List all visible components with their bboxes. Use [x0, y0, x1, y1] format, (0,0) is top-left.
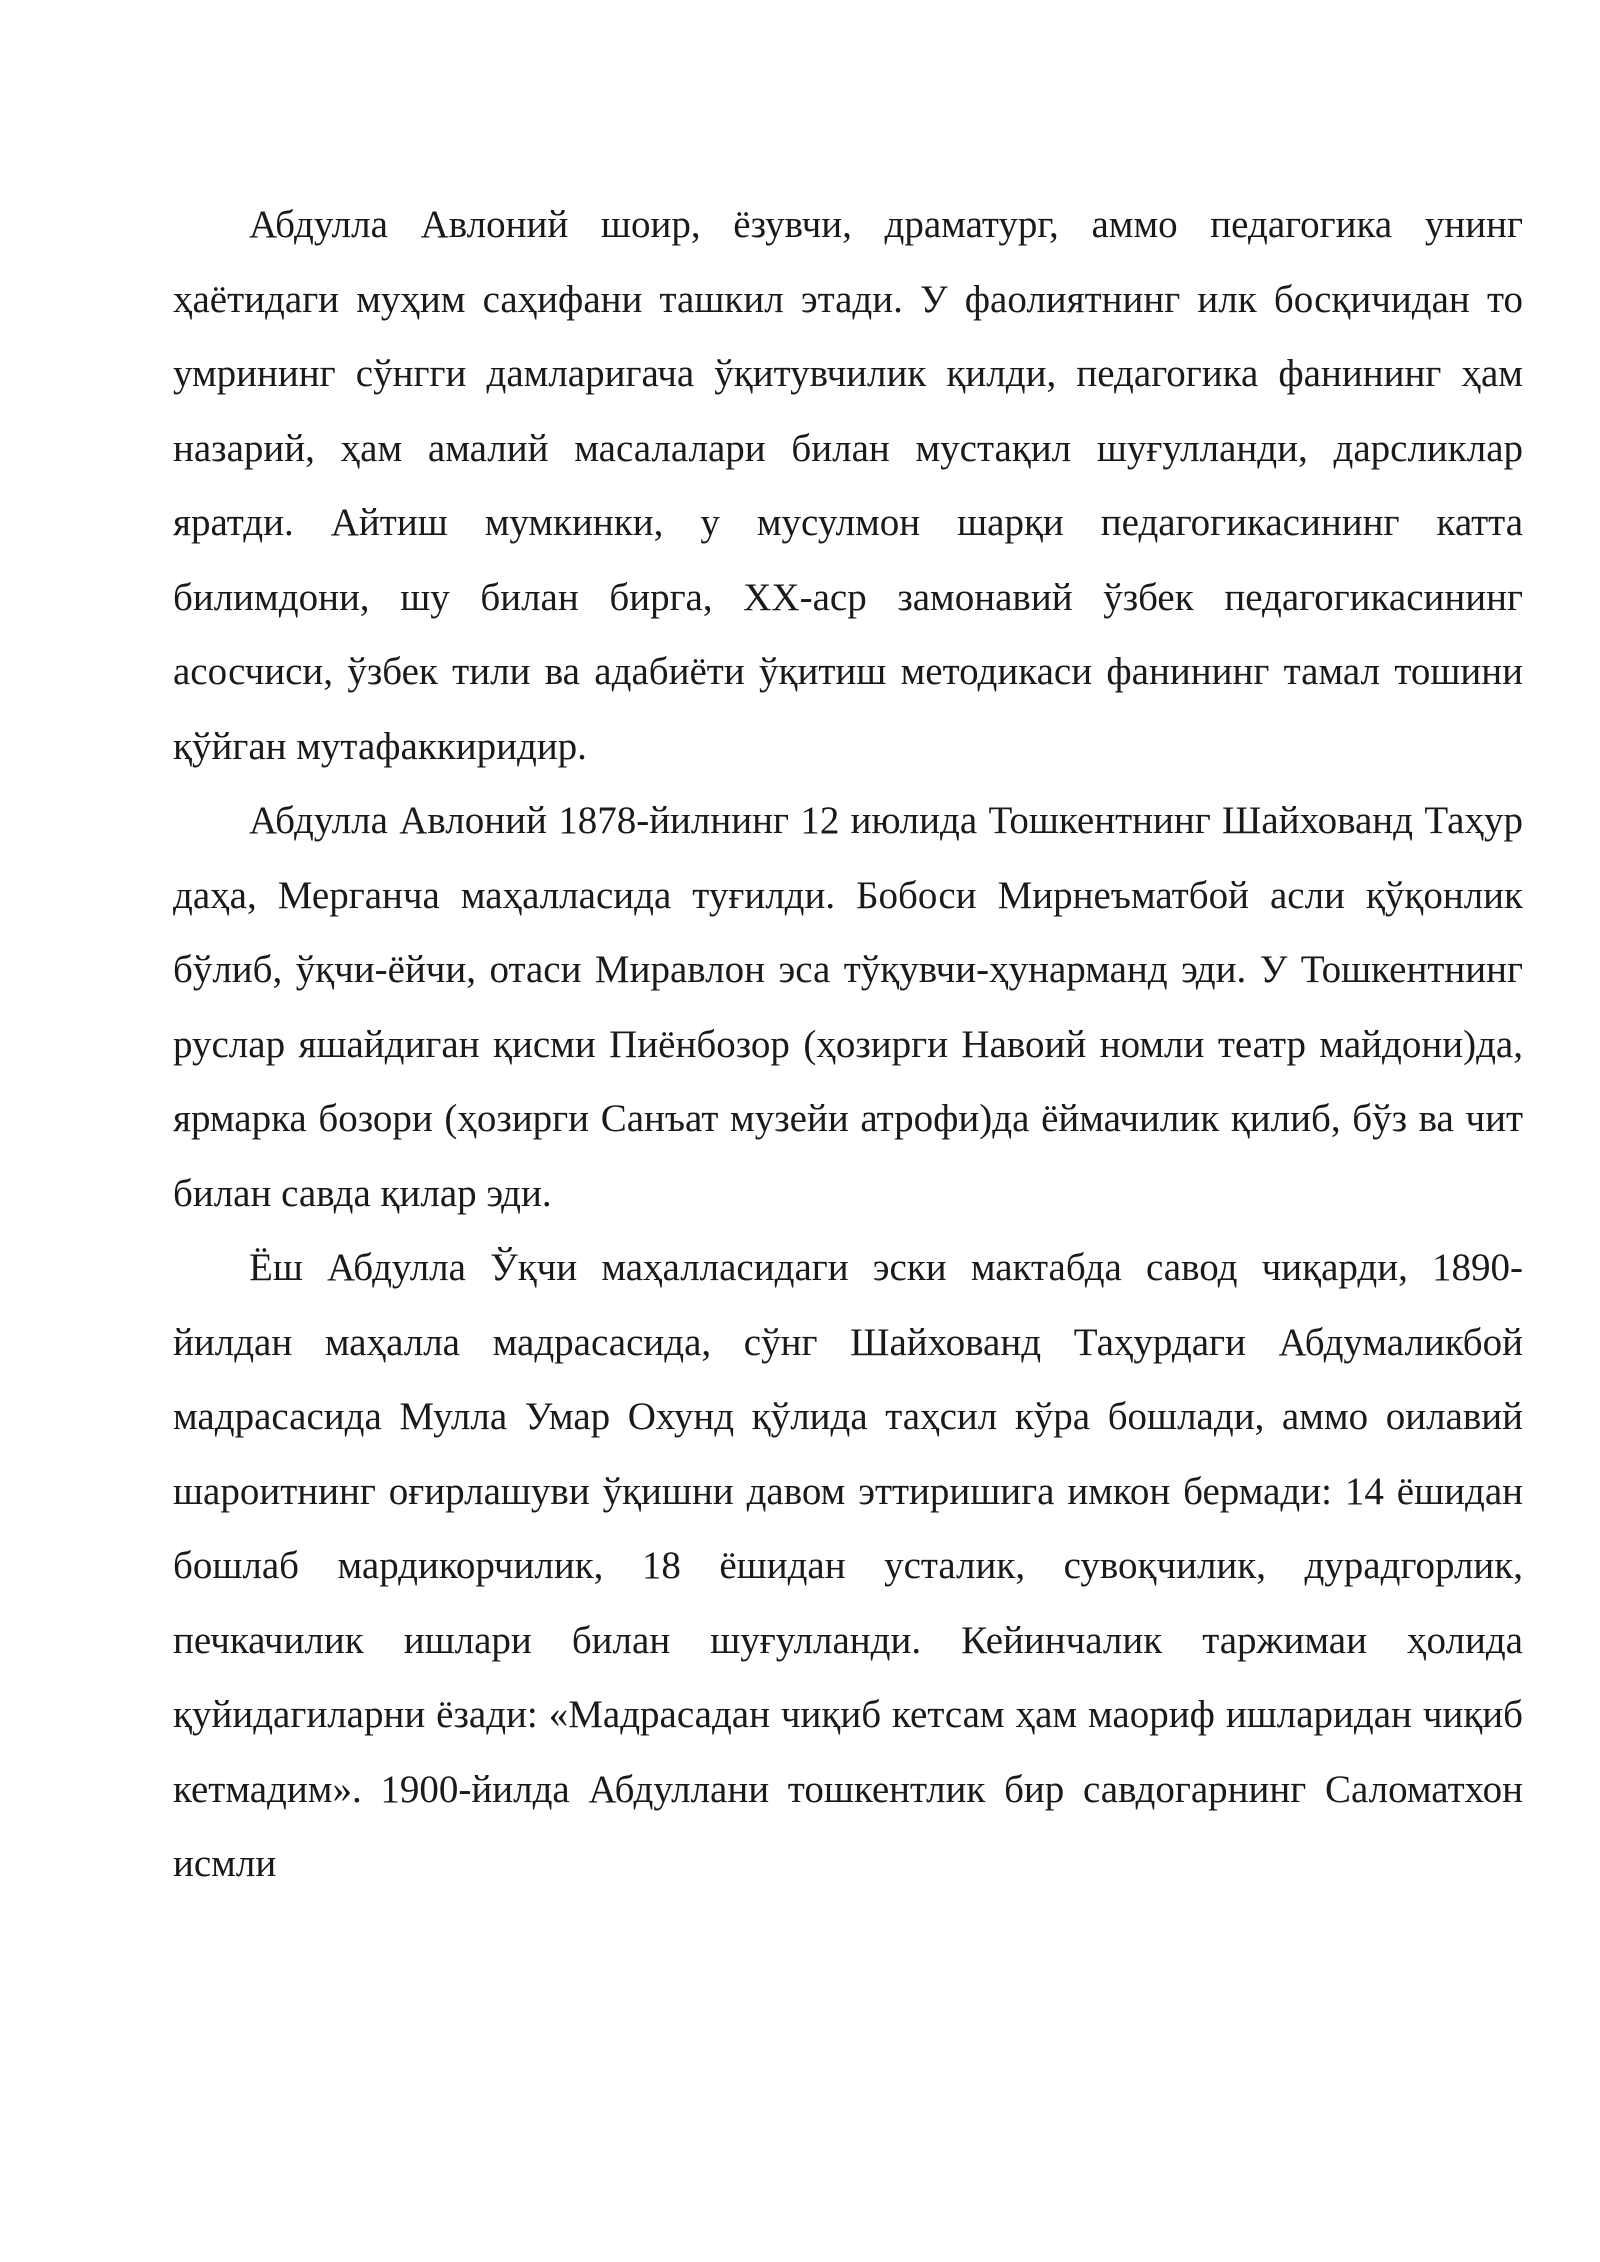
- paragraph-2: Абдулла Авлоний 1878-йилнинг 12 июлида Тошкентнинг Шайхованд Таҳур даҳа, Мерганча маҳалласида туғилди. Бобоси Мирнеъматбой асли қўқонлик бўлиб, ўқчи-ёйчи, отаси Миравлон эса тўқувчи-ҳунарманд эди. У Тошкентнинг руслар яшайдиган қисми Пиёнбозор (ҳозирги Навоий номли театр майдони)да, ярмарка бозори (ҳозирги Санъат музейи атрофи)да ёймачилик қилиб, бўз ва чит билан савда қилар эди.: [173, 799, 1523, 1215]
- paragraph-1: Абдулла Авлоний шоир, ёзувчи, драматург, аммо педагогика унинг ҳаётидаги муҳим саҳифани ташкил этади. У фаолиятнинг илк босқичидан то умрининг сўнгги дамларигача ўқитувчилик қилди, педагогика фанининг ҳам назарий, ҳам амалий масалалари билан мустақил шуғулланди, дарсликлар яратди. Айтиш мумкинки, у мусулмон шарқи педагогикасининг катта билимдони, шу билан бирга, XX-аср замонавий ўзбек педагогикасининг асосчиси, ўзбек тили ва адабиёти ўқитиш методикаси фанининг тамал тошини қўйган мутафаккиридир.: [173, 203, 1523, 768]
- paragraph-3: Ёш Абдулла Ўқчи маҳалласидаги эски мактабда савод чиқарди, 1890-йилдан маҳалла мадрасасида, сўнг Шайхованд Таҳурдаги Абдумаликбой мадрасасида Мулла Умар Охунд қўлида таҳсил кўра бошлади, аммо оилавий шароитнинг оғирлашуви ўқишни давом эттиришига имкон бермади: 14 ёшидан бошлаб мардикорчилик, 18 ёшидан усталик, сувоқчилик, дурадгорлик, печкачилик ишлари билан шуғулланди. Кейинчалик таржимаи ҳолида қуйидагиларни ёзади: «Мадрасадан чиқиб кетсам ҳам маориф ишларидан чиқиб кетмадим». 1900-йилда Абдуллани тошкентлик бир савдогарнинг Саломатхон исмли: [173, 1246, 1523, 1885]
- document-body: [173, 188, 1523, 1902]
